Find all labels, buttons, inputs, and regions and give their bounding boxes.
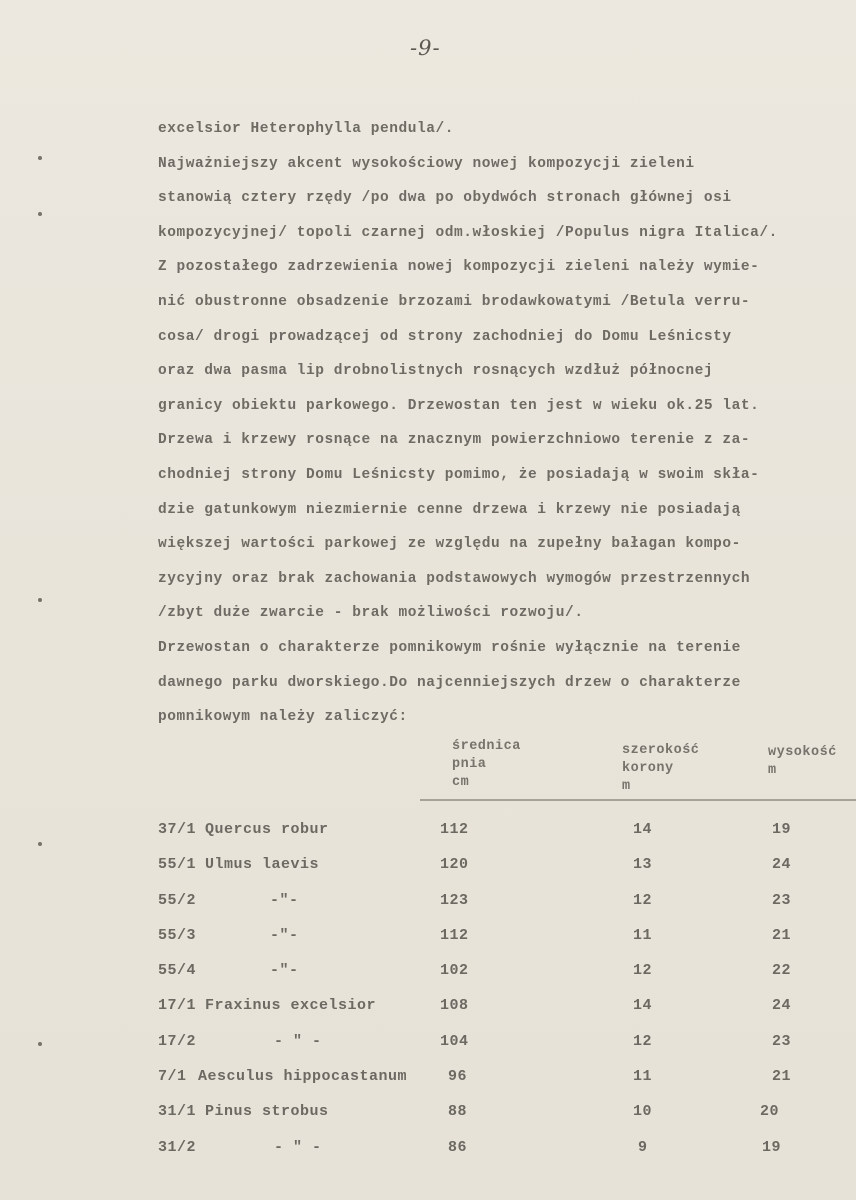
tree-crown: 12 [633,962,653,980]
tree-crown: 12 [633,891,653,909]
text-line: /zbyt duże zwarcie - brak możliwości rozwoju/. [158,605,584,622]
header-crown-width: szerokość korony m [622,743,700,794]
tree-species: Aesculus hippocastanum [198,1068,408,1086]
table-row [0,883,856,918]
table-row [0,953,856,988]
header-rule [420,799,856,801]
table-row [0,1094,856,1129]
text-line: Drzewostan o charakterze pomnikowym rośnie wyłącznie na terenie [158,639,741,656]
tree-crown: 14 [633,821,653,838]
table-row [0,812,856,847]
tree-height: 19 [762,1138,782,1156]
text-line: dzie gatunkowym niezmiernie cenne drzewa i krzewy nie posiadają [158,501,741,518]
tree-height: 24 [772,997,792,1015]
text-line: oraz dwa pasma lip drobnolistnych rosnących wzdłuż północnej [158,363,714,380]
text-line: excelsior Heterophylla pendula/. [158,121,455,137]
tree-height: 20 [760,1103,780,1121]
tree-species: Pinus strobus [205,1103,329,1121]
tree-id: 55/1 [158,856,197,874]
text-line: granicy obiektu parkowego. Drzewostan ten jest w wieku ok.25 lat. [158,397,760,414]
text-line: dawnego parku dworskiego.Do najcenniejszych drzew o charakterze [158,674,741,691]
tree-height: 22 [772,962,792,980]
margin-mark [38,156,42,160]
tree-table [0,812,856,1165]
tree-crown: 12 [633,1032,653,1050]
paragraph [158,112,852,735]
tree-diameter: 96 [448,1068,468,1086]
tree-id: 37/1 [158,821,197,838]
tree-crown: 13 [633,856,653,874]
tree-species: -"- [270,926,299,944]
tree-id: 31/1 [158,1103,197,1121]
tree-id: 7/1 [158,1068,187,1086]
tree-diameter: 104 [440,1032,469,1050]
tree-species: Fraxinus excelsior [205,997,377,1015]
header-diameter: średnica pnia cm [452,739,521,790]
tree-id: 17/1 [158,997,197,1015]
text-line: nić obustronne obsadzenie brzozami brodawkowatymi /Betula verru- [158,293,751,310]
table-row [0,918,856,953]
tree-diameter: 123 [440,891,469,909]
text-line: cosa/ drogi prowadzącej od strony zachodniej do Domu Leśnicsty [158,328,732,345]
tree-diameter: 86 [448,1138,468,1156]
tree-height: 21 [772,1068,792,1086]
table-header [0,738,856,798]
tree-diameter: 88 [448,1103,468,1121]
tree-height: 21 [772,926,792,944]
tree-species: - " - [274,1138,322,1156]
tree-height: 23 [772,891,792,909]
tree-id: 55/3 [158,926,197,944]
tree-height: 19 [772,821,792,838]
text-line: pomnikowym należy zaliczyć: [158,709,408,726]
tree-id: 17/2 [158,1032,197,1050]
tree-species: Ulmus laevis [205,856,320,874]
text-line: Drzewa i krzewy rosnące na znacznym powierzchniowo terenie z za- [158,432,751,449]
text-line: stanowią cztery rzędy /po dwa po obydwóch stronach głównej osi [158,190,732,207]
table-row [0,988,856,1023]
tree-id: 55/4 [158,962,197,980]
tree-diameter: 102 [440,962,469,980]
tree-height: 23 [772,1032,792,1050]
tree-species: - " - [274,1032,322,1050]
text-line: kompozycyjnej/ topoli czarnej odm.włoskiej /Populus nigra Italica/. [158,224,778,241]
tree-diameter: 112 [440,926,469,944]
table-row [0,1024,856,1059]
tree-diameter: 120 [440,856,469,874]
page-number: -9- [410,36,441,60]
tree-species: -"- [270,962,299,980]
margin-mark [38,598,42,602]
text-line: chodniej strony Domu Leśnicsty pomimo, że posiadają w swoim skła- [158,466,760,483]
tree-id: 31/2 [158,1138,197,1156]
tree-crown: 14 [633,997,653,1015]
tree-species: -"- [270,891,299,909]
text-line: Najważniejszy akcent wysokościowy nowej kompozycji zieleni [158,155,695,172]
tree-crown: 10 [633,1103,653,1121]
tree-id: 55/2 [158,891,197,909]
margin-mark [38,212,42,216]
tree-height: 24 [772,856,792,874]
text-line: większej wartości parkowej ze względu na zupełny bałagan kompo- [158,536,741,553]
tree-crown: 11 [633,926,653,944]
table-row [0,847,856,882]
tree-crown: 9 [638,1138,648,1156]
tree-diameter: 112 [440,821,469,838]
tree-species: Quercus robur [205,821,329,838]
text-line: Z pozostałego zadrzewienia nowej kompozycji zieleni należy wymie- [158,259,760,276]
header-height: wysokość m [768,745,837,778]
tree-diameter: 108 [440,997,469,1015]
tree-crown: 11 [633,1068,653,1086]
table-row [0,1130,856,1165]
text-line: zycyjny oraz brak zachowania podstawowych wymogów przestrzennych [158,570,751,587]
table-row [0,1059,856,1094]
